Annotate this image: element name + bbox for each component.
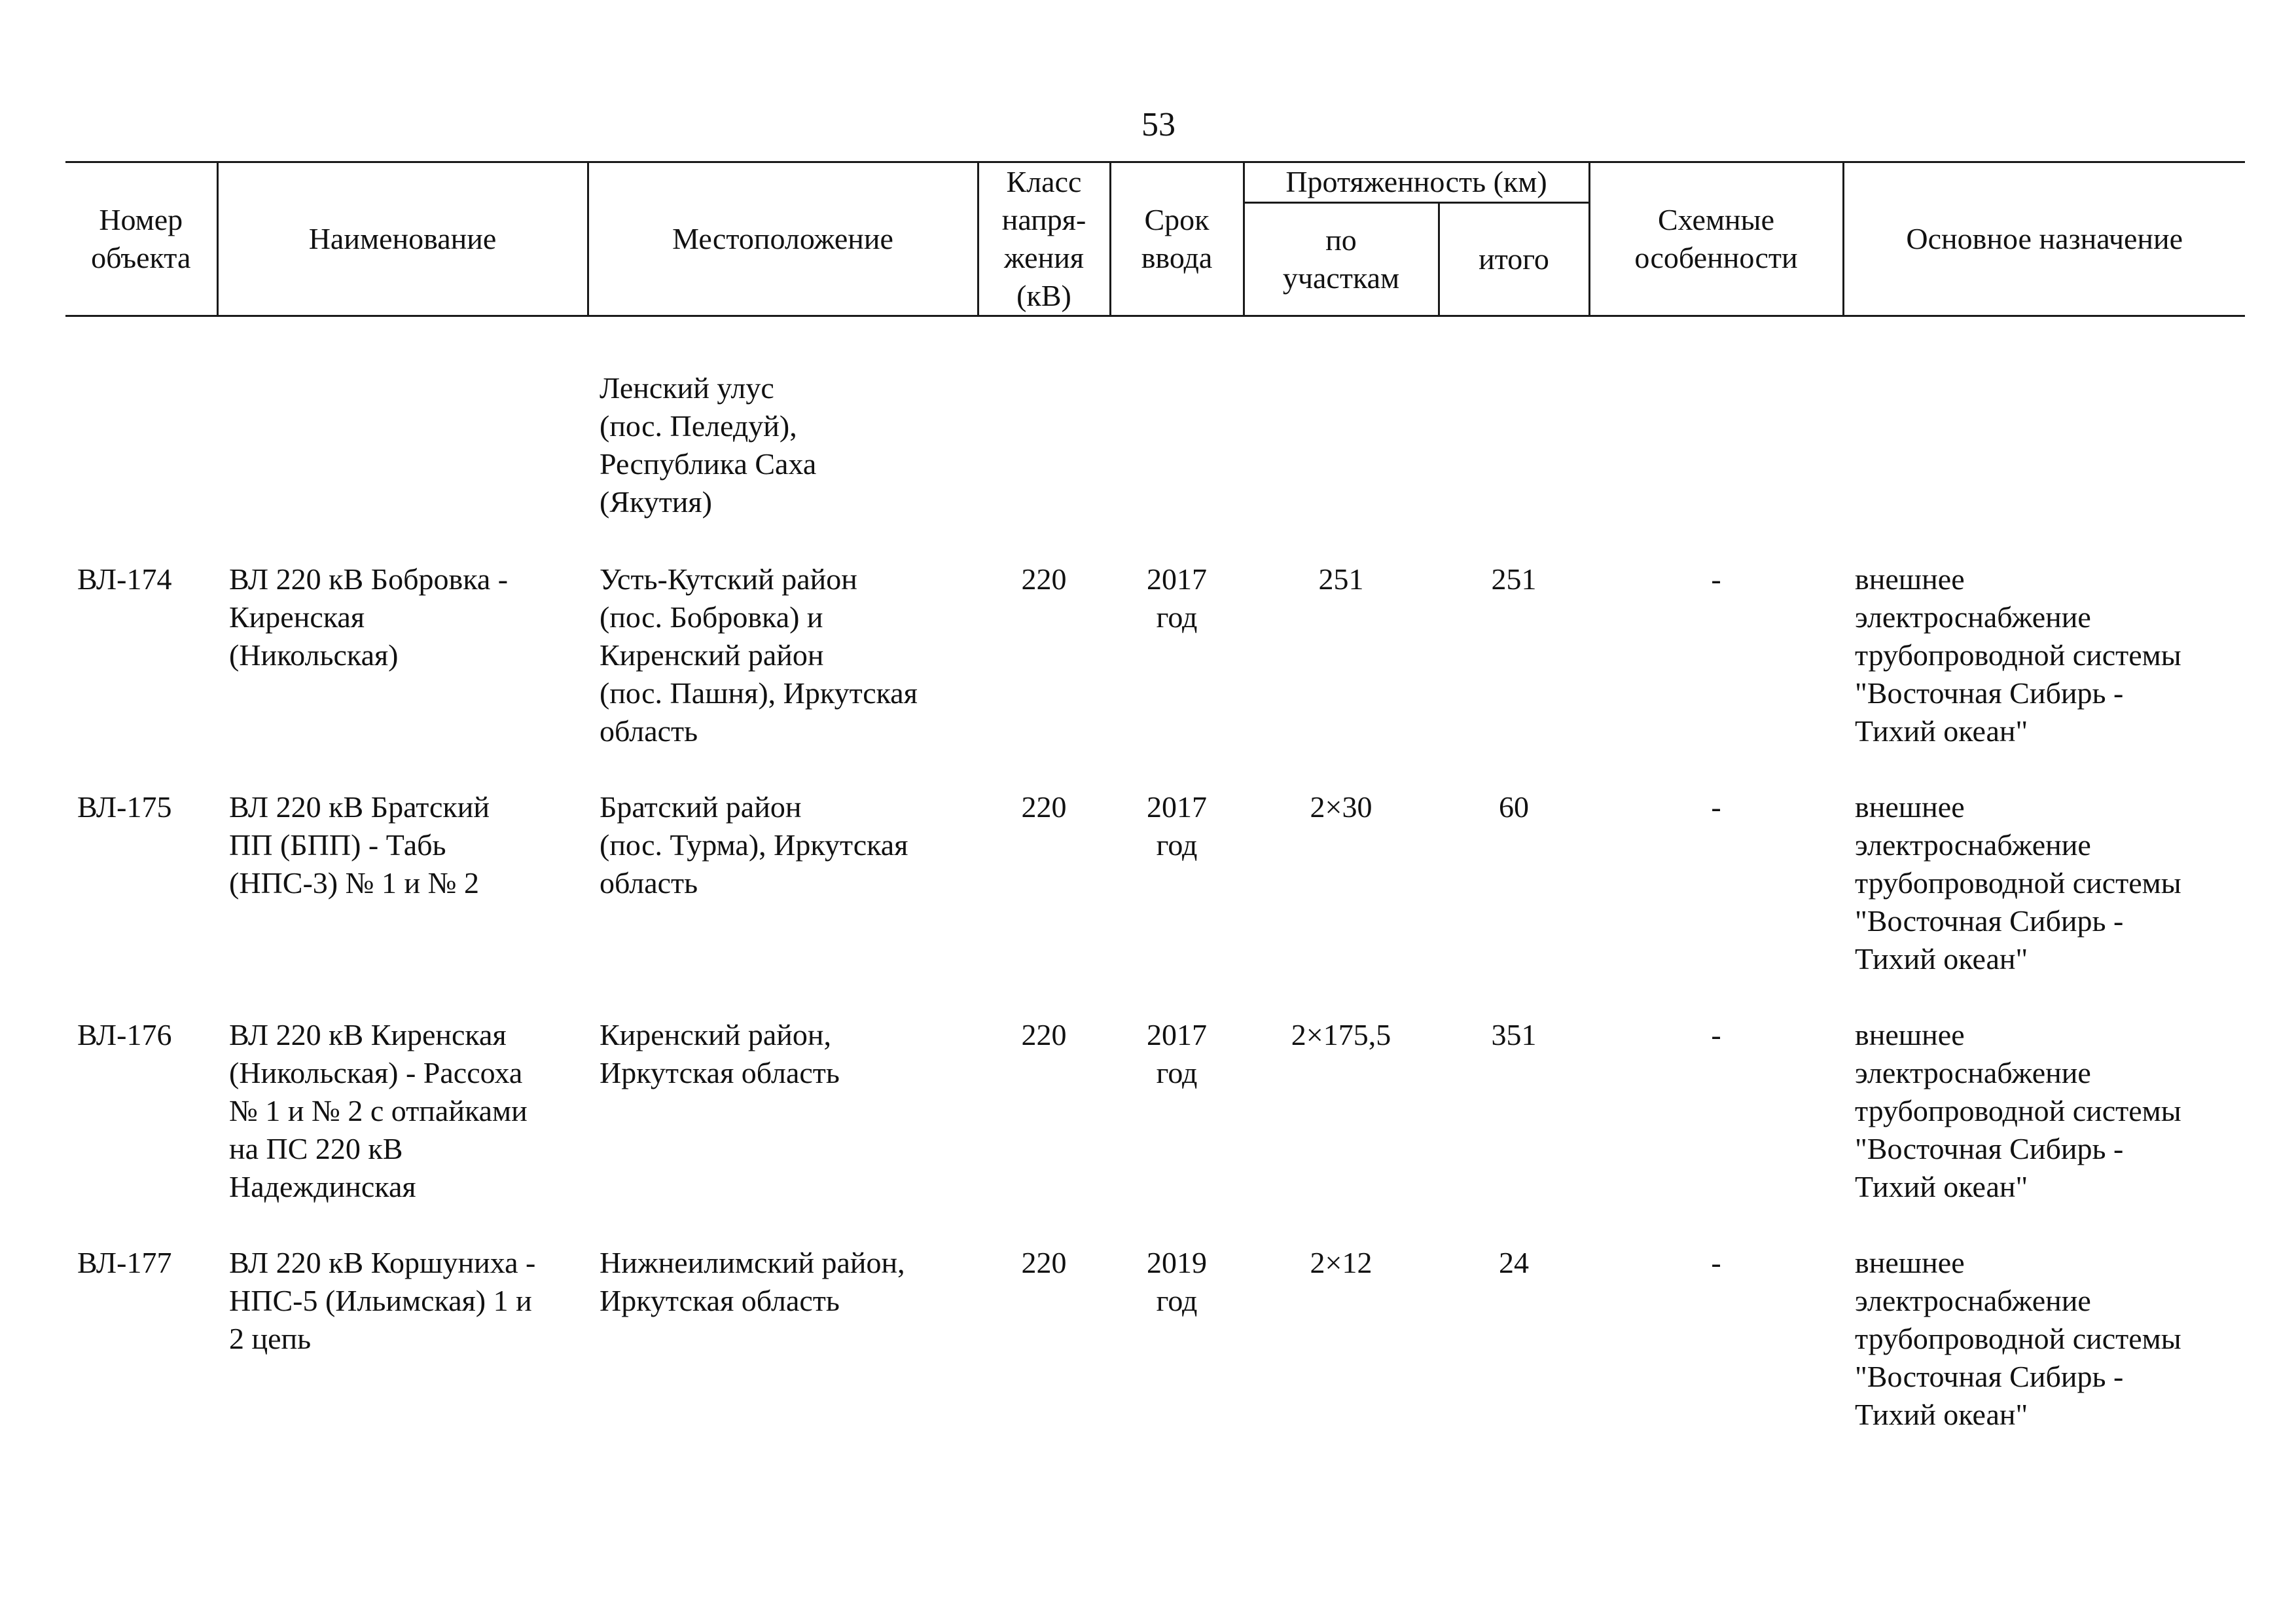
cell-length-sections: 2×175,5: [1291, 1018, 1391, 1051]
cell-purpose: внешнее электроснабжение трубопроводной системы "Восточная Сибирь - Тихий океан": [1855, 1018, 2181, 1203]
cell-voltage: 220: [1021, 1246, 1067, 1279]
cell-purpose: внешнее электроснабжение трубопроводной системы "Восточная Сибирь - Тихий океан": [1855, 1246, 2181, 1431]
table-row: [65, 560, 2245, 788]
header-location: Местоположение: [588, 162, 978, 316]
table-row: [65, 788, 2245, 1016]
cell-term: 2019 год: [1147, 1246, 1207, 1317]
cell-number: ВЛ-177: [77, 1246, 172, 1279]
table-header: [65, 162, 2245, 316]
header-purpose: Основное назначение: [1843, 162, 2245, 316]
cell-location: Киренский район, Иркутская область: [600, 1018, 840, 1089]
cell-name: ВЛ 220 кВ Киренская (Никольская) - Рассоха № 1 и № 2 с отпайками на ПС 220 кВ Надеждинская: [229, 1018, 528, 1203]
cell-voltage: 220: [1021, 1018, 1067, 1051]
cell-length-total: 60: [1499, 790, 1529, 824]
cell-term: 2017 год: [1147, 1018, 1207, 1089]
cell-term: 2017 год: [1147, 562, 1207, 634]
cell-name: ВЛ 220 кВ Коршуниха - НПС-5 (Ильимская) 1 и 2 цепь: [229, 1246, 536, 1355]
cell-length-sections: 251: [1318, 562, 1364, 596]
header-length-sections: по участкам: [1244, 202, 1439, 316]
header-commissioning: Срок ввода: [1110, 162, 1244, 316]
cell-number: ВЛ-175: [77, 790, 172, 824]
cell-length-total: 351: [1491, 1018, 1537, 1051]
cell-location: Братский район (пос. Турма), Иркутская область: [600, 790, 908, 900]
header-name: Наименование: [217, 162, 588, 316]
cell-voltage: 220: [1021, 790, 1067, 824]
cell-location: Нижнеилимский район, Иркутская область: [600, 1246, 905, 1317]
table-row: [65, 1244, 2245, 1472]
cell-features: -: [1711, 1018, 1721, 1051]
cell-purpose: внешнее электроснабжение трубопроводной системы "Восточная Сибирь - Тихий океан": [1855, 790, 2181, 976]
cell-length-total: 251: [1491, 562, 1537, 596]
header-length-total: итого: [1439, 202, 1589, 316]
header-voltage-class: Класс напря- жения (кВ): [978, 162, 1110, 316]
cell-length-total: 24: [1499, 1246, 1529, 1279]
cell-location: Усть-Кутский район (пос. Бобровка) и Киренский район (пос. Пашня), Иркутская область: [600, 562, 918, 748]
cell-purpose: внешнее электроснабжение трубопроводной системы "Восточная Сибирь - Тихий океан": [1855, 562, 2181, 748]
table-body: [65, 316, 2245, 1472]
cell-term: 2017 год: [1147, 790, 1207, 862]
cell-features: -: [1711, 1246, 1721, 1279]
cell-name: ВЛ 220 кВ Братский ПП (БПП) - Табь (НПС-3) № 1 и № 2: [229, 790, 490, 900]
power-lines-table: [65, 161, 2245, 1472]
cell-name: ВЛ 220 кВ Бобровка - Киренская (Никольская): [229, 562, 509, 672]
table-row: [65, 1016, 2245, 1244]
cell-length-sections: 2×12: [1310, 1246, 1372, 1279]
continuation-location: Ленский улус (пос. Пеледуй), Республика Саха (Якутия): [600, 371, 817, 519]
cell-number: ВЛ-176: [77, 1018, 172, 1051]
cell-number: ВЛ-174: [77, 562, 172, 596]
page-number: 53: [1141, 106, 1175, 143]
header-scheme-features: Схемные особенности: [1589, 162, 1843, 316]
continuation-row: [65, 369, 2245, 560]
cell-voltage: 220: [1021, 562, 1067, 596]
header-object-number: Номер объекта: [65, 162, 217, 316]
cell-features: -: [1711, 562, 1721, 596]
cell-length-sections: 2×30: [1310, 790, 1372, 824]
header-length-group: Протяженность (км): [1244, 162, 1589, 203]
cell-features: -: [1711, 790, 1721, 824]
